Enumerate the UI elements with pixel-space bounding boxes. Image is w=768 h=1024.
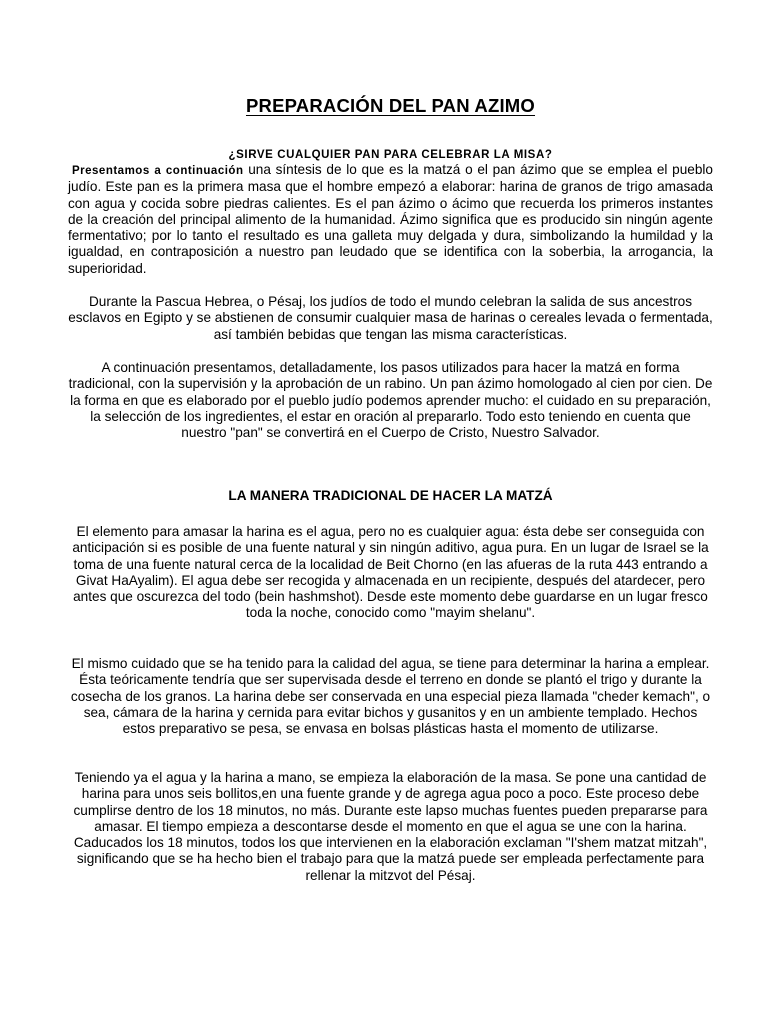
intro-lead: Presentamos a continuación [72,165,244,177]
paragraph-masa: Teniendo ya el agua y la harina a mano, se empieza la elaboración de la masa. Se pone una cantidad de harina para unos seis bollitos,en una fuente grande y de agrega agua poco a poco. Este proceso debe cumplirse dentro de los 18 minutos, no más. Durante este lapso muchas fuentes pueden prepararse para amasar. El tiempo empieza a descontarse desde el momento en que el agua se une con la harina. Caducados los 18 minutos, todos los que intervienen en la elaboración exclaman "I'shem matzat mitzah", significando que se ha hecho bien el trabajo para que la matzá puede ser empleada perfectamente para rellenar la mitzvot del Pésaj. [73,770,708,883]
document-page [68,0,713,1024]
intro-paragraph [68,162,713,277]
paragraph-pascua: Durante la Pascua Hebrea, o Pésaj, los judíos de todo el mundo celebran la salida de sus ancestros esclavos en Egipto y se abstienen de consumir cualquier masa de harinas o cereales levada o fermentada, así también bebidas que tengan las misma características. [68,294,713,342]
paragraph-agua: El elemento para amasar la harina es el agua, pero no es cualquier agua: ésta debe ser conseguida con anticipación si es posible de una fuente natural y sin ningún aditivo, agua pura. En un lugar de Israel se la toma de una fuente natural cerca de la localidad de Beit Chorno (en las afueras de la ruta 443 entrando a Givat HaAyalim). El agua debe ser recogida y almacenada en un recipiente, después del atardecer, pero antes que oscurezca del todo (bein hashmshot). Desde este momento debe guardarse en un lugar fresco toda la noche, conocido como "mayim shelanu". [72,524,709,621]
question-heading: ¿SIRVE CUALQUIER PAN PARA CELEBRAR LA MISA? [228,149,553,161]
paragraph-harina: El mismo cuidado que se ha tenido para la calidad del agua, se tiene para determinar la harina a emplear. Ésta teóricamente tendría que ser supervisada desde el terreno en donde se plantó el trigo y durante la cosecha de los granos. La harina debe ser conservada en una especial pieza llamada "cheder kemach", o sea, cámara de la harina y cernida para evitar bichos y gusanitos y en un ambiente templado. Hechos estos preparativo se pesa, se envasa en bolsas plásticas hasta el momento de utilizarse. [70,656,711,737]
section-heading: LA MANERA TRADICIONAL DE HACER LA MATZÁ [228,488,553,503]
paragraph-continuacion: A continuación presentamos, detalladamente, los pasos utilizados para hacer la matzá en forma tradicional, con la supervisión y la aprobación de un rabino. Un pan ázimo homologado al cien por cien. De la forma en que es elaborado por el pueblo judío podemos aprender mucho: el cuidado en su preparación, la selección de los ingredientes, el estar en oración al prepararlo. Todo esto teniendo en cuenta que nuestro "pan" se convertirá en el Cuerpo de Cristo, Nuestro Salvador. [68,360,713,441]
document-title: PREPARACIÓN DEL PAN AZIMO [245,95,536,116]
intro-text: una síntesis de lo que es la matzá o el pan ázimo que se emplea el pueblo judío. Este pan es la primera masa que el hombre empezó a elaborar: harina de granos de trigo amasada con agua y cocida sobre piedras calientes. Es el pan ázimo o ácimo que recuerda los primeros instantes de la creación del principal alimento de la humanidad. Ázimo significa que es producido sin ningún agente fermentativo; por lo tanto el resultado es una galleta muy delgada y dura, simbolizando la humildad y la igualdad, en contraposición a nuestro pan leudado que se identifica con la soberbia, la arrogancia, la superioridad. [68,162,713,276]
